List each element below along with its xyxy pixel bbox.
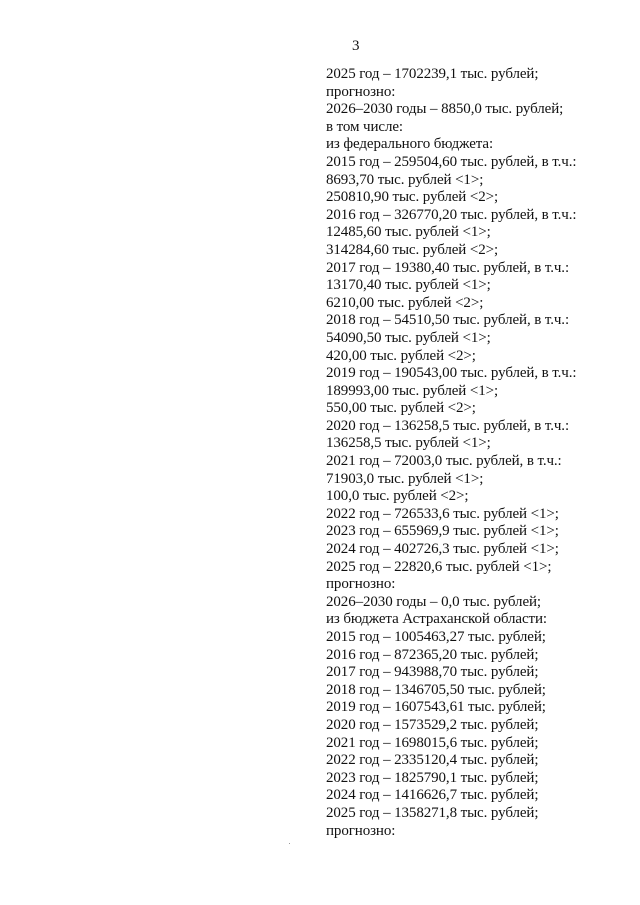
text-line: 550,00 тыс. рублей <2>; — [326, 400, 476, 417]
text-line: 2025 год – 22820,6 тыс. рублей <1>; — [326, 558, 552, 575]
text-line: 2023 год – 1825790,1 тыс. рублей; — [326, 769, 539, 786]
text-line: 136258,5 тыс. рублей <1>; — [326, 435, 491, 452]
text-line: 314284,60 тыс. рублей <2>; — [326, 241, 499, 258]
text-line: 13170,40 тыс. рублей <1>; — [326, 277, 491, 294]
text-line: 8693,70 тыс. рублей <1>; — [326, 171, 484, 188]
text-line: 2015 год – 1005463,27 тыс. рублей; — [326, 629, 546, 645]
text-line: 2018 год – 1346705,50 тыс. рублей; — [326, 681, 546, 698]
text-line: 2022 год – 2335120,4 тыс. рублей; — [326, 752, 539, 769]
text-line: прогнозно: — [326, 576, 396, 593]
text-line: 2025 год – 1358271,8 тыс. рублей; — [326, 804, 539, 821]
text-line: 2016 год – 872365,20 тыс. рублей; — [326, 646, 539, 663]
text-line: прогнозно: — [326, 83, 396, 100]
text-line: 189993,00 тыс. рублей <1>; — [326, 382, 499, 399]
scan-speck — [289, 843, 290, 844]
text-line: 2021 год – 72003,0 тыс. рублей, в т.ч.: — [326, 453, 562, 470]
text-line: 2026–2030 годы – 8850,0 тыс. рублей; — [326, 101, 564, 118]
text-line: 100,0 тыс. рублей <2>; — [326, 488, 469, 505]
text-line: 420,00 тыс. рублей <2>; — [326, 347, 476, 364]
text-line: 2015 год – 259504,60 тыс. рублей, в т.ч.: — [326, 153, 577, 170]
text-line: 54090,50 тыс. рублей <1>; — [326, 329, 491, 346]
text-line: 2020 год – 136258,5 тыс. рублей, в т.ч.: — [326, 417, 570, 434]
text-line: 2024 год – 402726,3 тыс. рублей <1>; — [326, 541, 559, 558]
page-number: 3 — [352, 38, 360, 54]
text-line: 71903,0 тыс. рублей <1>; — [326, 470, 484, 487]
text-line: в том числе: — [326, 118, 403, 135]
text-line: 2025 год – 1702239,1 тыс. рублей; — [326, 66, 539, 82]
text-line: 2026–2030 годы – 0,0 тыс. рублей; — [326, 593, 541, 610]
text-line: прогнозно: — [326, 822, 396, 839]
text-line: 2019 год – 190543,00 тыс. рублей, в т.ч.: — [326, 365, 577, 382]
text-line: 2017 год – 943988,70 тыс. рублей; — [326, 664, 539, 681]
text-line: из бюджета Астраханской области: — [326, 611, 547, 628]
text-line: 2020 год – 1573529,2 тыс. рублей; — [326, 716, 539, 733]
funding-text-block — [326, 66, 626, 840]
text-line: 2022 год – 726533,6 тыс. рублей <1>; — [326, 505, 559, 522]
text-line: 2019 год – 1607543,61 тыс. рублей; — [326, 699, 546, 716]
text-line: 2018 год – 54510,50 тыс. рублей, в т.ч.: — [326, 312, 570, 329]
text-line: 2017 год – 19380,40 тыс. рублей, в т.ч.: — [326, 259, 570, 276]
text-line: 6210,00 тыс. рублей <2>; — [326, 294, 484, 311]
text-line: 2023 год – 655969,9 тыс. рублей <1>; — [326, 523, 559, 540]
text-line: 250810,90 тыс. рублей <2>; — [326, 189, 499, 206]
text-line: 12485,60 тыс. рублей <1>; — [326, 224, 491, 241]
text-line: 2016 год – 326770,20 тыс. рублей, в т.ч.: — [326, 206, 577, 223]
text-line: 2024 год – 1416626,7 тыс. рублей; — [326, 787, 539, 804]
text-line: из федерального бюджета: — [326, 136, 494, 153]
text-line: 2021 год – 1698015,6 тыс. рублей; — [326, 734, 539, 751]
